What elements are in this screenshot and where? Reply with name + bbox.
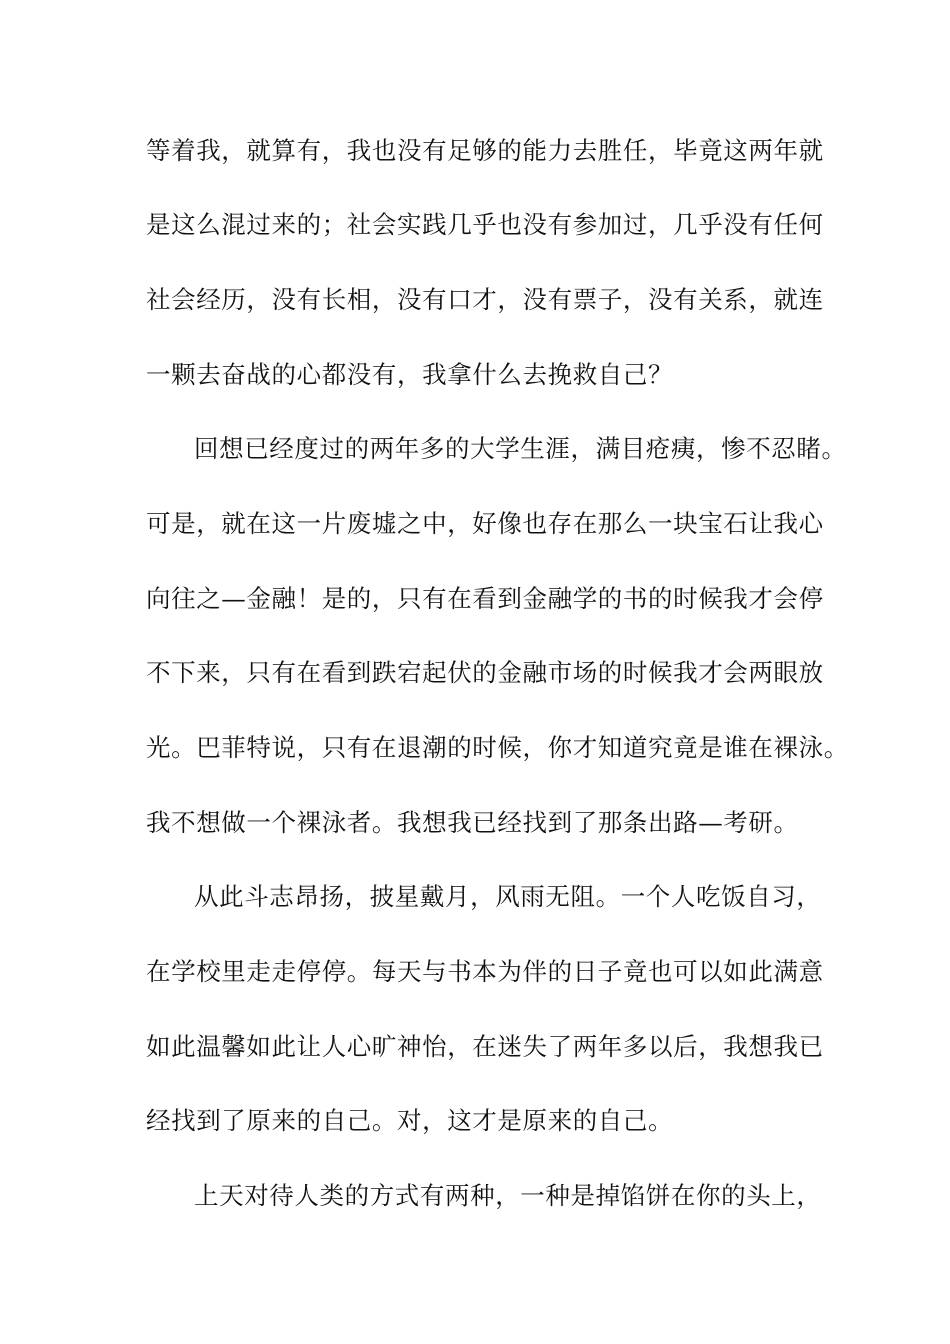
- text-line: 不下来，只有在看到跌宕起伏的金融市场的时候我才会两眼放: [146, 658, 824, 687]
- text-line: 等着我，就算有，我也没有足够的能力去胜任，毕竟这两年就: [146, 136, 824, 165]
- paragraph-first-line: 回想已经度过的两年多的大学生涯，满目疮痍，惨不忍睹。: [194, 434, 847, 463]
- text-line: 社会经历，没有长相，没有口才，没有票子，没有关系，就连: [146, 285, 824, 314]
- text-line: 可是，就在这一片废墟之中，好像也存在那么一块宝石让我心: [146, 509, 824, 538]
- text-line: 光。巴菲特说，只有在退潮的时候，你才知道究竟是谁在裸泳。: [146, 733, 849, 762]
- text-line: 我不想做一个裸泳者。我想我已经找到了那条出路—考研。: [146, 808, 799, 837]
- text-line: 如此温馨如此让人心旷神怡，在迷失了两年多以后，我想我已: [146, 1032, 824, 1061]
- text-line: 向往之—金融！是的，只有在看到金融学的书的时候我才会停: [146, 584, 824, 613]
- paragraph-first-line: 上天对待人类的方式有两种，一种是掉馅饼在你的头上，: [194, 1181, 822, 1210]
- text-line: 经找到了原来的自己。对，这才是原来的自己。: [146, 1106, 674, 1135]
- paragraph-first-line: 从此斗志昂扬，披星戴月，风雨无阻。一个人吃饭自习，: [194, 882, 822, 911]
- text-line: 在学校里走走停停。每天与书本为伴的日子竟也可以如此满意: [146, 957, 824, 986]
- text-line: 是这么混过来的；社会实践几乎也没有参加过，几乎没有任何: [146, 210, 824, 239]
- text-line: 一颗去奋战的心都没有，我拿什么去挽救自己？: [146, 360, 674, 389]
